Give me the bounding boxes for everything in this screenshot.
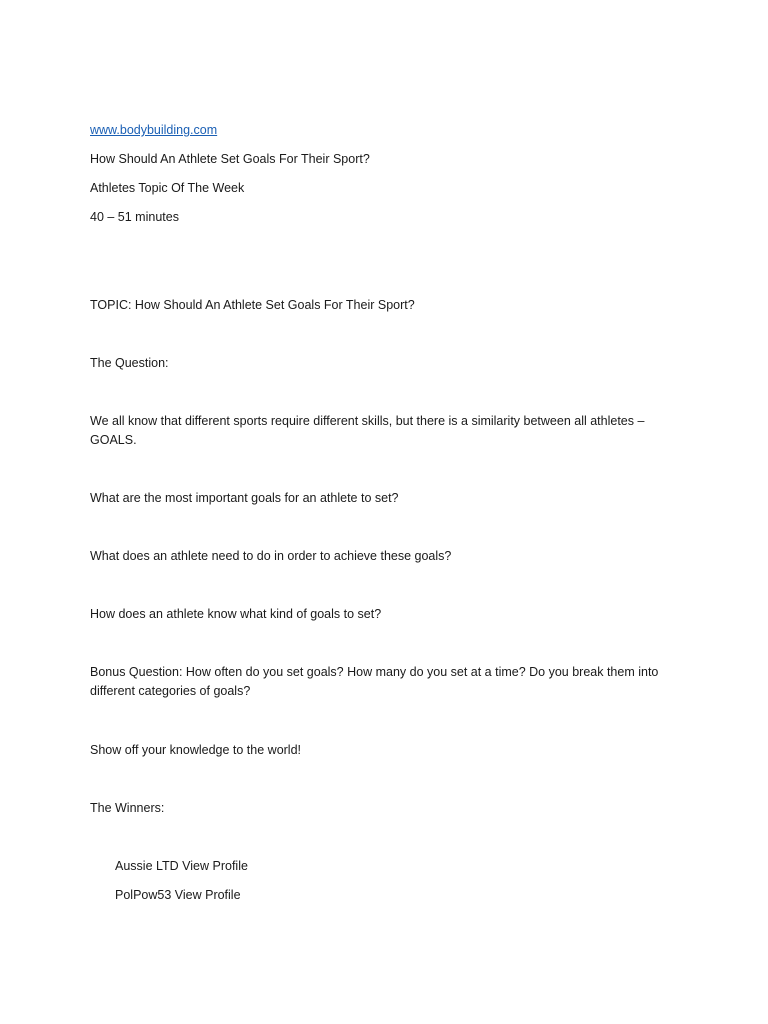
site-link[interactable]: www.bodybuilding.com [90, 123, 218, 137]
topic-line: TOPIC: How Should An Athlete Set Goals For Their Sport? [90, 298, 415, 312]
question-3: How does an athlete know what kind of goals to set? [90, 607, 382, 621]
call-to-action: Show off your knowledge to the world! [90, 743, 302, 757]
question-1: What are the most important goals for an athlete to set? [90, 491, 399, 505]
document-title: How Should An Athlete Set Goals For Their Sport? [90, 152, 370, 166]
winner-item: Aussie LTD View Profile [115, 859, 248, 873]
topic-category: Athletes Topic Of The Week [90, 181, 245, 195]
winner-item: PolPow53 View Profile [115, 888, 241, 902]
intro-paragraph: We all know that different sports require different skills, but there is a similarity between all athletes – GOALS. [90, 414, 645, 447]
bonus-question: Bonus Question: How often do you set goals? How many do you set at a time? Do you break them into different categories of goals? [90, 665, 659, 698]
question-heading: The Question: [90, 356, 169, 370]
question-2: What does an athlete need to do in order to achieve these goals? [90, 549, 452, 563]
winners-heading: The Winners: [90, 801, 165, 815]
duration-text: 40 – 51 minutes [90, 210, 179, 224]
